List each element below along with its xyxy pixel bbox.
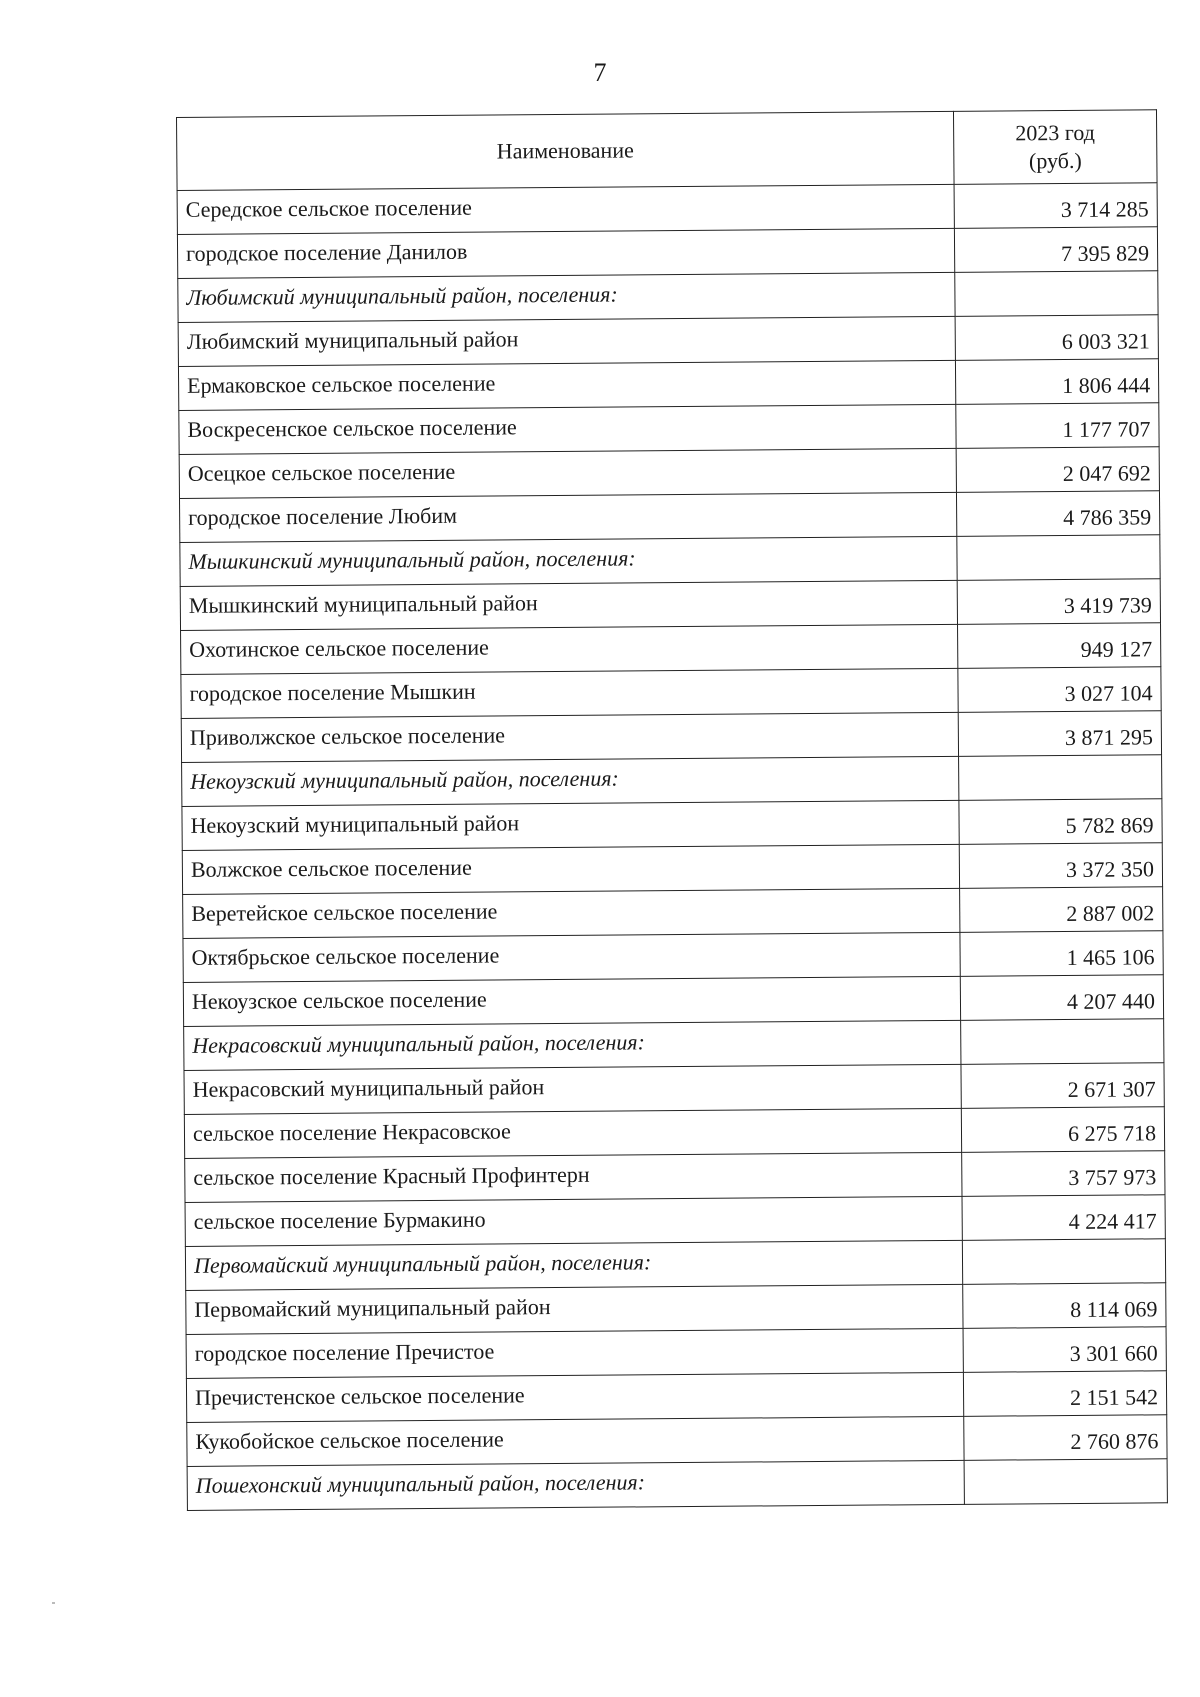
settlement-name-cell: Первомайский муниципальный район [186, 1284, 963, 1334]
table-row [182, 843, 1162, 895]
settlement-name-cell: сельское поселение Некрасовское [184, 1108, 961, 1158]
settlement-name-cell: Некоузское сельское поселение [183, 976, 960, 1026]
settlement-name-cell: сельское поселение Красный Профинтерн [185, 1152, 962, 1202]
table-group-row [185, 1239, 1165, 1291]
settlement-name-cell: Охотинское сельское поселение [181, 624, 958, 674]
settlement-name-cell: Ермаковское сельское поселение [178, 360, 955, 410]
amount-cell: 8 114 069 [963, 1283, 1166, 1329]
budget-table [176, 109, 1168, 1511]
table-header-row [177, 110, 1158, 191]
table-row [184, 1063, 1164, 1115]
settlement-name-cell: городское поселение Данилов [177, 228, 954, 278]
table-row [183, 931, 1163, 983]
amount-cell [957, 535, 1160, 581]
amount-cell: 3 372 350 [959, 843, 1162, 889]
settlement-name-cell: Воскресенское сельское поселение [179, 404, 956, 454]
amount-cell: 2 760 876 [964, 1415, 1167, 1461]
amount-cell: 3 301 660 [963, 1327, 1166, 1373]
settlement-name-cell: Некрасовский муниципальный район [184, 1064, 961, 1114]
page-number: 7 [593, 58, 607, 87]
table-row [183, 975, 1163, 1027]
table-row [178, 359, 1158, 411]
table-row [187, 1415, 1167, 1467]
group-heading-cell: Первомайский муниципальный район, поселения: [185, 1240, 962, 1290]
amount-cell: 2 671 307 [961, 1063, 1164, 1109]
table-row [179, 491, 1159, 543]
settlement-name-cell: Осецкое сельское поселение [179, 448, 956, 498]
amount-cell [955, 271, 1158, 317]
settlement-name-cell: сельское поселение Бурмакино [185, 1196, 962, 1246]
table-group-row [180, 535, 1160, 587]
table-row [177, 227, 1157, 279]
amount-cell [964, 1459, 1167, 1505]
amount-cell [962, 1239, 1165, 1285]
settlement-name-cell: Некоузский муниципальный район [182, 800, 959, 850]
amount-cell: 2 047 692 [956, 447, 1159, 493]
table-row [181, 711, 1161, 763]
table-group-row [184, 1019, 1164, 1071]
table-row [182, 799, 1162, 851]
column-header-name: Наименование [177, 111, 955, 190]
column-header-unit-label: (руб.) [1028, 147, 1082, 174]
amount-cell: 4 224 417 [962, 1195, 1165, 1241]
amount-cell: 949 127 [958, 623, 1161, 669]
settlement-name-cell: городское поселение Любим [179, 492, 956, 542]
group-heading-cell: Мышкинский муниципальный район, поселения: [180, 536, 957, 586]
table-row [177, 183, 1157, 235]
table-row [185, 1195, 1165, 1247]
settlement-name-cell: Приволжское сельское поселение [181, 712, 958, 762]
table-body [177, 183, 1167, 1511]
table-row [179, 403, 1159, 455]
column-header-year-label: 2023 год [1015, 119, 1096, 146]
settlement-name-cell: городское поселение Мышкин [181, 668, 958, 718]
amount-cell: 3 714 285 [954, 183, 1157, 229]
amount-cell: 1 177 707 [956, 403, 1159, 449]
amount-cell: 2 151 542 [963, 1371, 1166, 1417]
amount-cell: 1 465 106 [960, 931, 1163, 977]
group-heading-cell: Некоузский муниципальный район, поселения: [182, 756, 959, 806]
table-row [186, 1327, 1166, 1379]
settlement-name-cell: Веретейское сельское поселение [183, 888, 960, 938]
amount-cell: 4 207 440 [960, 975, 1163, 1021]
table-row [186, 1371, 1166, 1423]
table-group-row [178, 271, 1158, 323]
group-heading-cell: Пошехонский муниципальный район, поселения: [187, 1460, 964, 1510]
amount-cell [961, 1019, 1164, 1065]
amount-cell: 3 757 973 [962, 1151, 1165, 1197]
settlement-name-cell: Любимский муниципальный район [178, 316, 955, 366]
table-row [178, 315, 1158, 367]
table-row [183, 887, 1163, 939]
table-group-row [187, 1459, 1167, 1511]
table-row [181, 667, 1161, 719]
group-heading-cell: Любимский муниципальный район, поселения: [178, 272, 955, 322]
table-row [184, 1107, 1164, 1159]
amount-cell: 5 782 869 [959, 799, 1162, 845]
column-header-year [953, 110, 1157, 185]
settlement-name-cell: Кукобойское сельское поселение [187, 1416, 964, 1466]
table-row [179, 447, 1159, 499]
amount-cell: 7 395 829 [954, 227, 1157, 273]
amount-cell: 6 003 321 [955, 315, 1158, 361]
budget-table-container [176, 109, 1167, 1511]
settlement-name-cell: Октябрьское сельское поселение [183, 932, 960, 982]
table-group-row [182, 755, 1162, 807]
settlement-name-cell: Середское сельское поселение [177, 184, 954, 234]
amount-cell: 3 419 739 [957, 579, 1160, 625]
amount-cell: 6 275 718 [961, 1107, 1164, 1153]
settlement-name-cell: городское поселение Пречистое [186, 1328, 963, 1378]
amount-cell: 3 027 104 [958, 667, 1161, 713]
amount-cell [959, 755, 1162, 801]
settlement-name-cell: Волжское сельское поселение [182, 844, 959, 894]
table-row [180, 579, 1160, 631]
scan-speck [52, 1602, 55, 1604]
settlement-name-cell: Пречистенское сельское поселение [186, 1372, 963, 1422]
amount-cell: 3 871 295 [958, 711, 1161, 757]
group-heading-cell: Некрасовский муниципальный район, поселения: [184, 1020, 961, 1070]
settlement-name-cell: Мышкинский муниципальный район [180, 580, 957, 630]
table-row [186, 1283, 1166, 1335]
amount-cell: 2 887 002 [960, 887, 1163, 933]
amount-cell: 1 806 444 [955, 359, 1158, 405]
amount-cell: 4 786 359 [956, 491, 1159, 537]
table-row [181, 623, 1161, 675]
table-row [185, 1151, 1165, 1203]
